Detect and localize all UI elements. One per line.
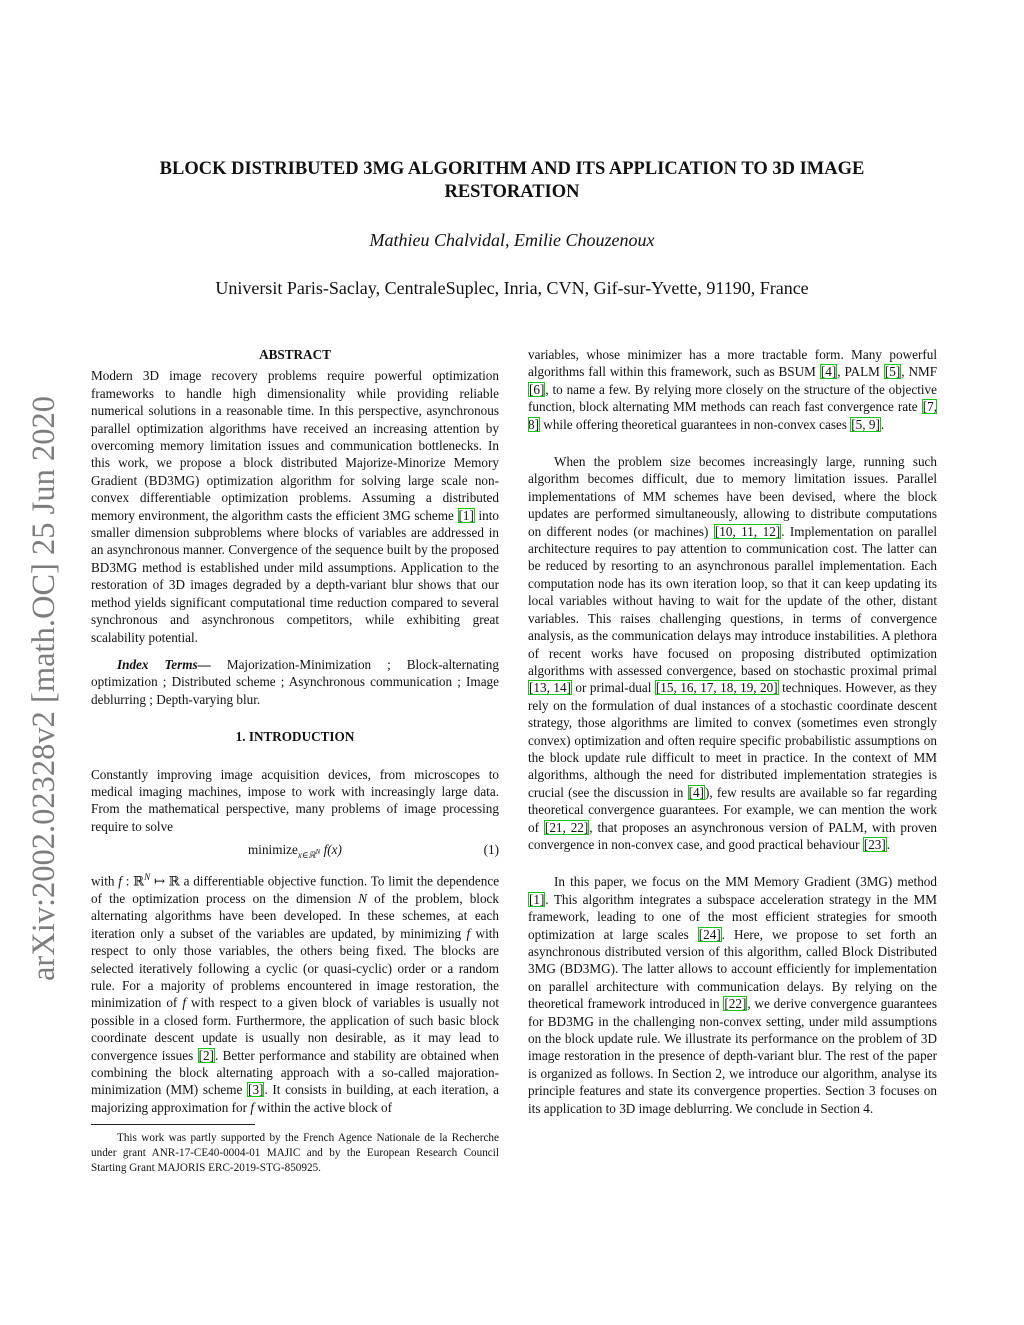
index-terms: [91, 656, 499, 708]
citation-link[interactable]: [3]: [248, 1082, 264, 1098]
citation-link[interactable]: [13, 14]: [529, 680, 571, 696]
arxiv-identifier: arXiv:2002.02328v2 [math.OC] 25 Jun 2020: [26, 396, 62, 981]
right-paragraph-1: variables, whose minimizer has a more tractable form. Many powerful algorithms fall within this framework, such as BSUM [4], PALM [5], NMF [6], to name a few. By relying more closely on the structure of the objective function, block alternating MM methods can reach fast convergence rate [7, 8] while offering theoretical guarantees in non-convex cases [5, 9].: [528, 347, 938, 432]
citation-link[interactable]: [4]: [820, 364, 837, 380]
citation-link[interactable]: [22]: [724, 996, 747, 1012]
right-paragraph-2: When the problem size becomes increasingly large, running such algorithm becomes difficult, due to memory limitation issues. Parallel implementations of MM schemes have been devised, where the block updates are performed simultaneously, allowing to distribute computations on different nodes (or machines) [10, 11, 12]. Implementation on parallel architecture requires to pay attention to communication cost. The latter can be reduced by resorting to an asynchronous parallel implementation. Each computation node has its own iteration loop, so that it can keep updating its local variables without having to wait for the update of the other, distant variables. This raises challenging questions, in terms of convergence analysis, as the communication delays may introduce instabilities. A plethora of recent works have focused on proposing distributed optimization algorithms with assessed convergence, based on stochastic proximal primal [13, 14] or primal-dual [15, 16, 17, 18, 19, 20] techniques. However, as they rely on the formulation of dual instances of a stochastic coordinate descent strategy, those algorithms are limited to convex (sometimes even strongly convex) optimization and often require specific probabilistic assumptions on the block update rule difficult to meet in practice. In the context of MM algorithms, although the need for distributed implementation strategies is crucial (see the discussion in [4]), few results are available so far regarding theoretical convergence guarantees. For example, we can mention the work of [21, 22], that proposes an asynchronous version of PALM, with proven convergence in non-convex case, and good practical behaviour [23].: [528, 454, 938, 852]
paper-title: BLOCK DISTRIBUTED 3MG ALGORITHM AND ITS APPLICATION TO 3D IMAGE RESTORATION: [159, 159, 865, 202]
citation-link[interactable]: [1]: [529, 891, 545, 907]
intro-paragraph-1: Constantly improving image acquisition devices, from microscopes to medical imaging machines, impose to work with increasingly large data. From the mathematical perspective, many problems of image processing require to solve: [91, 766, 499, 834]
equation-1: minimize$_{x\in ℝ^N}$ f(x) (1): [248, 842, 499, 860]
citation-link[interactable]: [21, 22]: [544, 819, 589, 835]
right-paragraph-3: In this paper, we focus on the MM Memory Gradient (3MG) method [1]. This algorithm integrates a subspace acceleration strategy in the MM framework, leading to one of the most efficient strategies for smooth optimization at large scales [24]. Here, we propose to set forth an asynchronous distributed version of this algorithm, called Block Distributed 3MG (BD3MG). The latter allows to account efficiently for implementation on parallel architecture with communication delays. By relying on the theoretical framework introduced in [22], we derive convergence guarantees for BD3MG in the challenging non-convex setting, under mild assumptions on the block update rule. We illustrate its performance on the problem of 3D image restoration in the presence of depth-variant blur. The rest of the paper is organized as follows. In Section 2, we introduce our algorithm, analyse its principle features and state its convergence properties. Section 3 focuses on its application to 3D image deblurring. We conclude in Section 4.: [528, 874, 938, 1116]
left-column: [91, 346, 499, 1176]
citation-link[interactable]: [2]: [198, 1047, 214, 1063]
abstract-heading: ABSTRACT: [259, 347, 331, 362]
introduction-heading: 1. INTRODUCTION: [235, 729, 355, 745]
footnote: This work was partly supported by the French Agence Nationale de la Recherche under grant ANR-17-CE40-0004-01 MAJIC and by the European Research Council Starting Grant MAJORIS ERC-2019-STG-850925.: [91, 1132, 499, 1175]
equation-number: (1): [483, 842, 499, 858]
citation-link[interactable]: [1]: [458, 507, 474, 523]
paper-affiliation: Universit Paris-Saclay, CentraleSuplec, Inria, CVN, Gif-sur-Yvette, 91190, France: [215, 278, 809, 298]
citation-link[interactable]: [15, 16, 17, 18, 19, 20]: [655, 680, 778, 696]
citation-link[interactable]: [24]: [698, 926, 721, 942]
paper-authors: Mathieu Chalvidal, Emilie Chouzenoux: [369, 230, 655, 250]
citation-link[interactable]: [7, 8]: [528, 399, 938, 432]
abstract-text: Modern 3D image recovery problems require powerful optimization frameworks to handle high dimensionality while providing reliable numerical solutions in a reasonable time. In this perspective, asynchronous parallel optimization algorithms have received an increasing attention by overcoming memory limitation issues and communication bottlenecks. In this work, we propose a block distributed Majorize-Minorize Memory Gradient (BD3MG) optimization algorithm for solving large scale non-convex differentiable optimization problems. Assuming a distributed memory environment, the algorithm casts the efficient 3MG scheme [1] into smaller dimension subproblems where blocks of variables are addressed in an asynchronous manner. Convergence of the sequence built by the proposed BD3MG method is established under mild assumptions. Application to the restoration of 3D images degraded by a depth-variant blur shows that our method yields significant computational time reduction compared to several synchronous and asynchronous competitors, while exhibiting great scalability potential.: [91, 368, 500, 645]
footnote-rule: [91, 1124, 255, 1125]
citation-link[interactable]: [23]: [863, 836, 886, 852]
citation-link[interactable]: [6]: [529, 381, 545, 397]
citation-link[interactable]: [5]: [884, 364, 901, 380]
index-terms-text: Majorization-Minimization ; Block-alternating optimization ; Distributed scheme ; Asynchronous communication ; Image deblurring ; Depth-varying blur.: [91, 656, 499, 707]
index-terms-label: Index Terms—: [117, 656, 211, 672]
right-column: [528, 346, 937, 1117]
intro-paragraph-2: with f : ℝ$^N$ ↦ ℝ a differentiable objective function. To limit the dependence of the optimization process on the dimension N of the problem, block alternating algorithms have been developed. In these schemes, at each iteration only a subset of the variables are updated, by minimizing f with respect to only those variables, the others being fixed. The blocks are selected iteratively following a cyclic (or quasi-cyclic) order or a random rule. For a majority of problems encountered in image restoration, the minimization of f with respect to a given block of variables is usually not possible in a closed form. Furthermore, the application of such basic block coordinate descent update is usually non desirable, as it may lead to convergence issues [2]. Better performance and stability are obtained when combining the block alternating approach with a so-called majoration-minimization (MM) scheme [3]. It consists in building, at each iteration, a majorizing approximation for f within the active block of: [91, 872, 500, 1115]
citation-link[interactable]: [5, 9]: [851, 416, 880, 432]
citation-link[interactable]: [4]: [688, 784, 704, 800]
citation-link[interactable]: [10, 11, 12]: [714, 523, 781, 539]
